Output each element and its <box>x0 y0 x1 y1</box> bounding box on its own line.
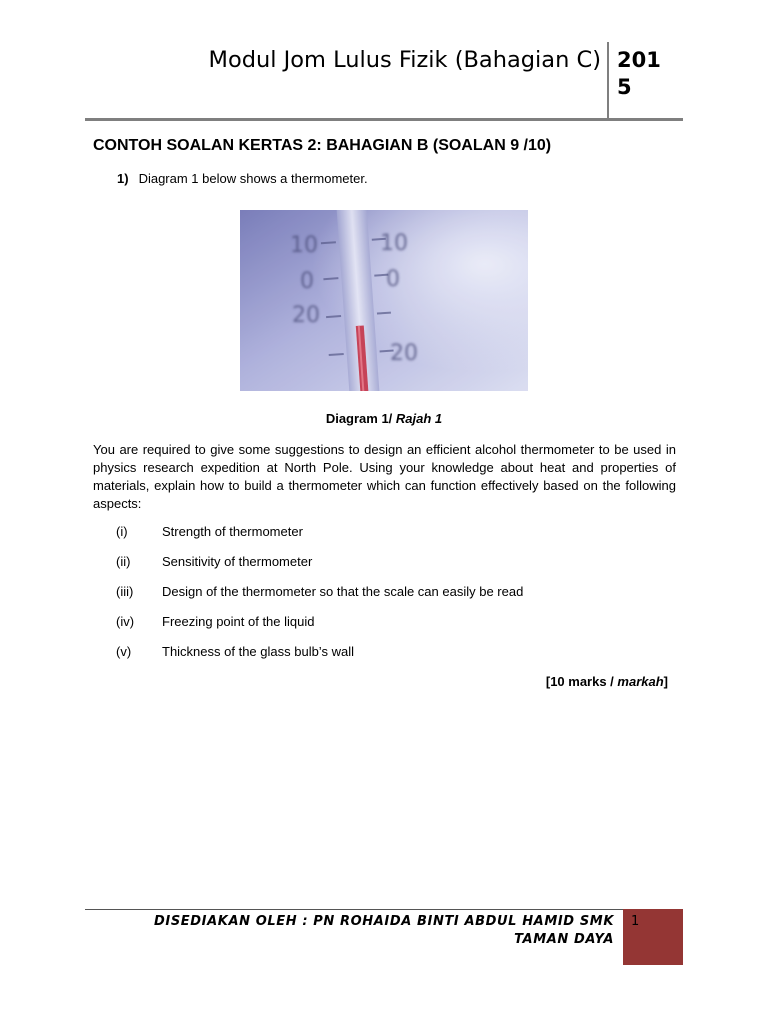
question-1 <box>117 171 368 186</box>
item-text: Thickness of the glass bulb’s wall <box>162 644 354 659</box>
header-divider <box>607 42 609 118</box>
footer-credit: DISEDIAKAN OLEH : PN ROHAIDA BINTI ABDUL HAMID SMK TAMAN DAYA <box>154 914 614 947</box>
item-number: (iii) <box>116 584 134 599</box>
scale-label: 20 <box>390 341 418 366</box>
marks-label <box>546 674 668 689</box>
scale-label: 20 <box>292 303 320 328</box>
item-number: (v) <box>116 644 132 659</box>
scale-label: 10 <box>380 231 408 256</box>
item-text: Strength of thermometer <box>162 524 303 539</box>
item-text: Freezing point of the liquid <box>162 614 315 629</box>
scale-label: 10 <box>290 233 318 258</box>
item-text: Sensitivity of thermometer <box>162 554 313 569</box>
question-text: Diagram 1 below shows a thermometer. <box>138 171 368 186</box>
caption-italic: Rajah 1 <box>395 411 443 426</box>
scale-label: 0 <box>300 269 314 294</box>
item-text: Design of the thermometer so that the scale can easily be read <box>162 584 524 599</box>
item-number: (iv) <box>116 614 135 629</box>
header-year: 2015 <box>617 48 661 99</box>
diagram-caption <box>0 411 768 426</box>
scale-label: 0 <box>386 267 400 292</box>
caption-main: Diagram 1/ <box>325 411 393 426</box>
thermometer-photo <box>240 210 528 391</box>
marks-suffix: ] <box>663 674 668 689</box>
header-title: Modul Jom Lulus Fizik (Bahagian C) <box>208 47 601 73</box>
page-number: 1 <box>631 914 640 929</box>
item-number: (i) <box>116 524 128 539</box>
header-rule <box>85 118 683 121</box>
question-number: 1) <box>117 171 129 186</box>
page-number-box <box>623 909 683 965</box>
instruction-paragraph: You are required to give some suggestions to design an efficient alcohol thermometer to be used in physics research expedition at North Pole. Using your knowledge about heat and properties of materials, explain how to build a thermometer which can function effectively based on the following aspects: <box>93 442 676 511</box>
footer-rule <box>85 909 623 910</box>
item-number: (ii) <box>116 554 131 569</box>
marks-prefix: [10 marks / <box>545 674 618 689</box>
page-header <box>85 42 683 120</box>
section-title: CONTOH SOALAN KERTAS 2: BAHAGIAN B (SOALAN 9 /10) <box>93 137 552 154</box>
marks-italic: markah <box>617 674 664 689</box>
